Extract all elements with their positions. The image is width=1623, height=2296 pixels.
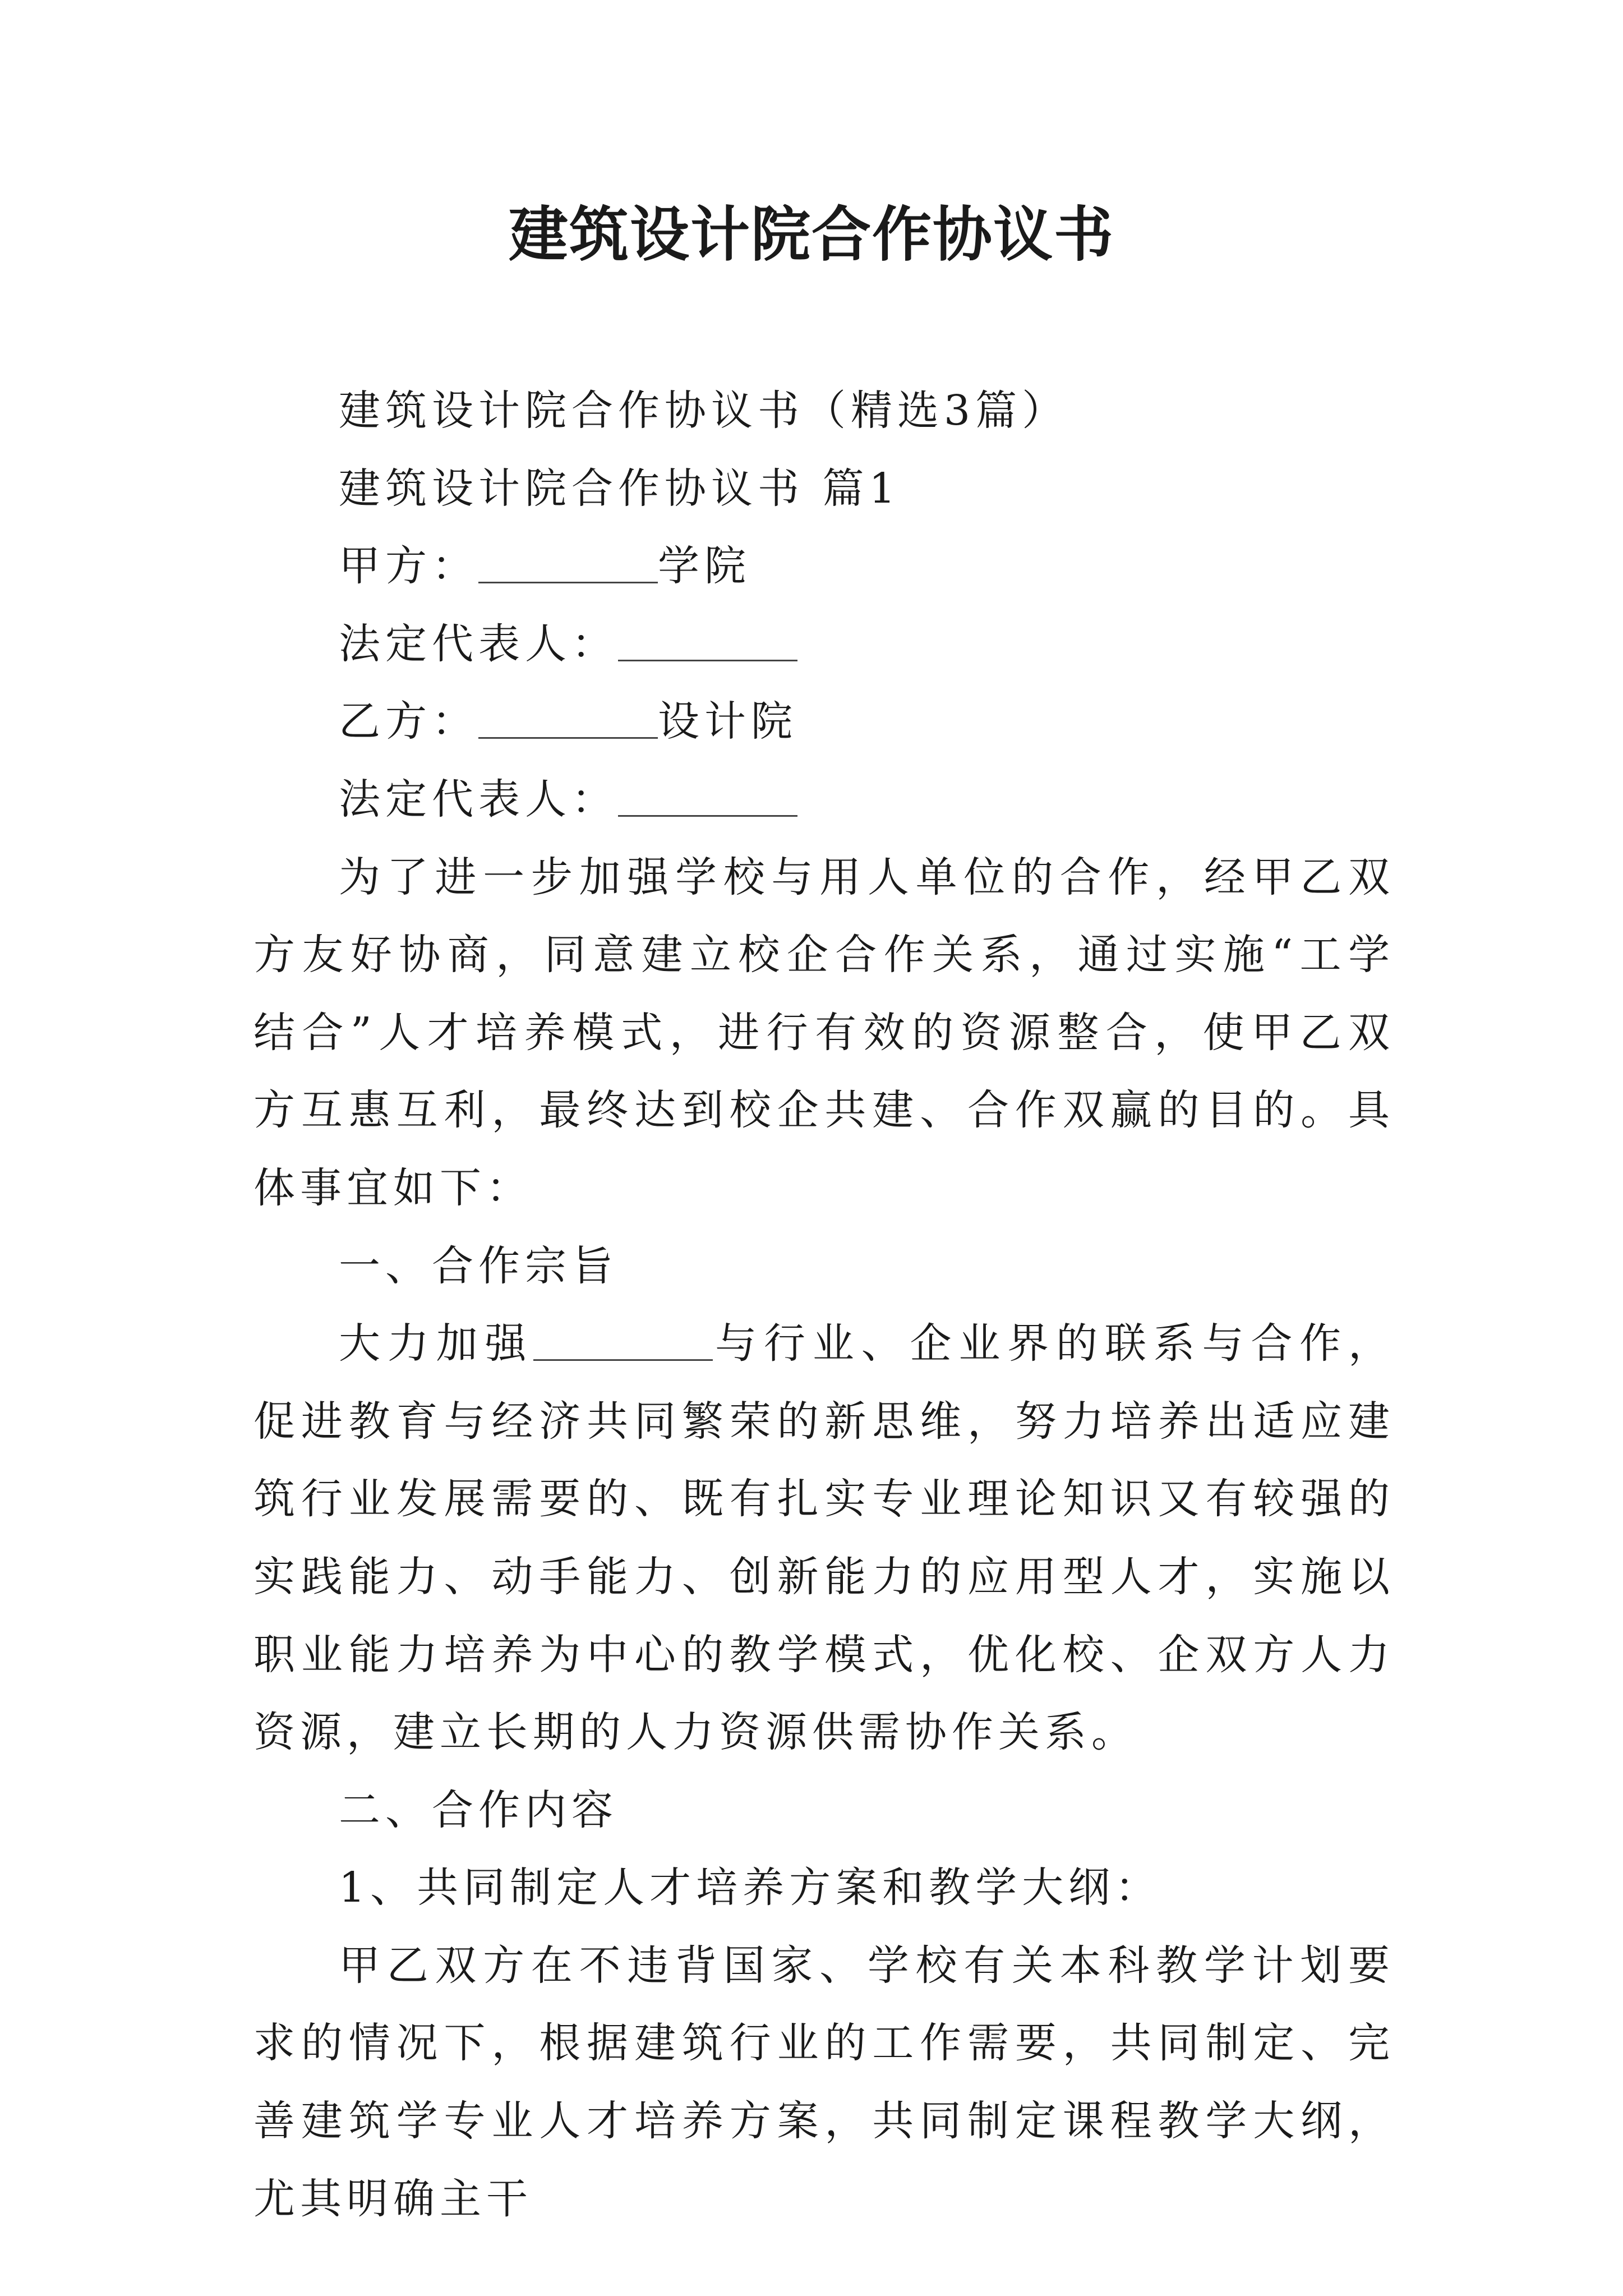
party-b-line bbox=[253, 683, 1395, 761]
item1-paragraph: 甲乙双方在不违背国家、学校有关本科教学计划要求的情况下，根据建筑行业的工作需要，共同制定、完善建筑学专业人才培养方案，共同制定课程教学大纲，尤其明确主干 bbox=[253, 1941, 1395, 2223]
party-b-label: 乙方： bbox=[339, 697, 478, 746]
document-body bbox=[253, 372, 1395, 2238]
section2-heading: 二、合作内容 bbox=[339, 1786, 618, 1834]
item1-heading: 1、共同制定人才培养方案和教学大纲： bbox=[339, 1864, 1162, 1912]
party-a-legal-rep-label: 法定代表人： bbox=[339, 619, 618, 668]
section1-paragraph bbox=[253, 1305, 1395, 1772]
party-a-line bbox=[253, 527, 1395, 605]
intro-paragraph: 为了进一步加强学校与用人单位的合作，经甲乙双方友好协商，同意建立校企合作关系，通过实施“工学结合”人才培养模式，进行有效的资源整合，使甲乙双方互惠互利，最终达到校企共建、合作双赢的目的。具体事宜如下： bbox=[253, 853, 1395, 1212]
party-b-legal-rep-blank bbox=[618, 774, 797, 817]
subtitle-line: 建筑设计院合作协议书（精选3篇） bbox=[339, 386, 1069, 435]
party-b-blank bbox=[478, 696, 658, 739]
section1-heading: 一、合作宗旨 bbox=[339, 1241, 618, 1290]
chapter-heading: 建筑设计院合作协议书 篇1 bbox=[339, 464, 901, 513]
party-b-legal-rep-line bbox=[253, 761, 1395, 839]
party-a-suffix: 学院 bbox=[658, 542, 751, 591]
section1-text: 与行业、企业界的联系与合作，促进教育与经济共同繁荣的新思维，努力培养出适应建筑行业发展需要的、既有扎实专业理论知识又有较强的实践能力、动手能力、创新能力的应用型人才，实施以职业能力培养为中心的教学模式，优化校、企双方人力资源，建立长期的人力资源供需协作关系。 bbox=[253, 1319, 1395, 1757]
party-a-blank bbox=[478, 540, 658, 583]
party-a-legal-rep-line bbox=[253, 605, 1395, 683]
section1-prefix: 大力加强 bbox=[339, 1319, 534, 1368]
document-title: 建筑设计院合作协议书 bbox=[509, 199, 1114, 269]
party-b-suffix: 设计院 bbox=[658, 697, 797, 746]
section1-blank bbox=[533, 1318, 713, 1361]
party-a-label: 甲方： bbox=[339, 542, 478, 591]
party-b-legal-rep-label: 法定代表人： bbox=[339, 775, 618, 823]
party-a-legal-rep-blank bbox=[618, 618, 797, 661]
